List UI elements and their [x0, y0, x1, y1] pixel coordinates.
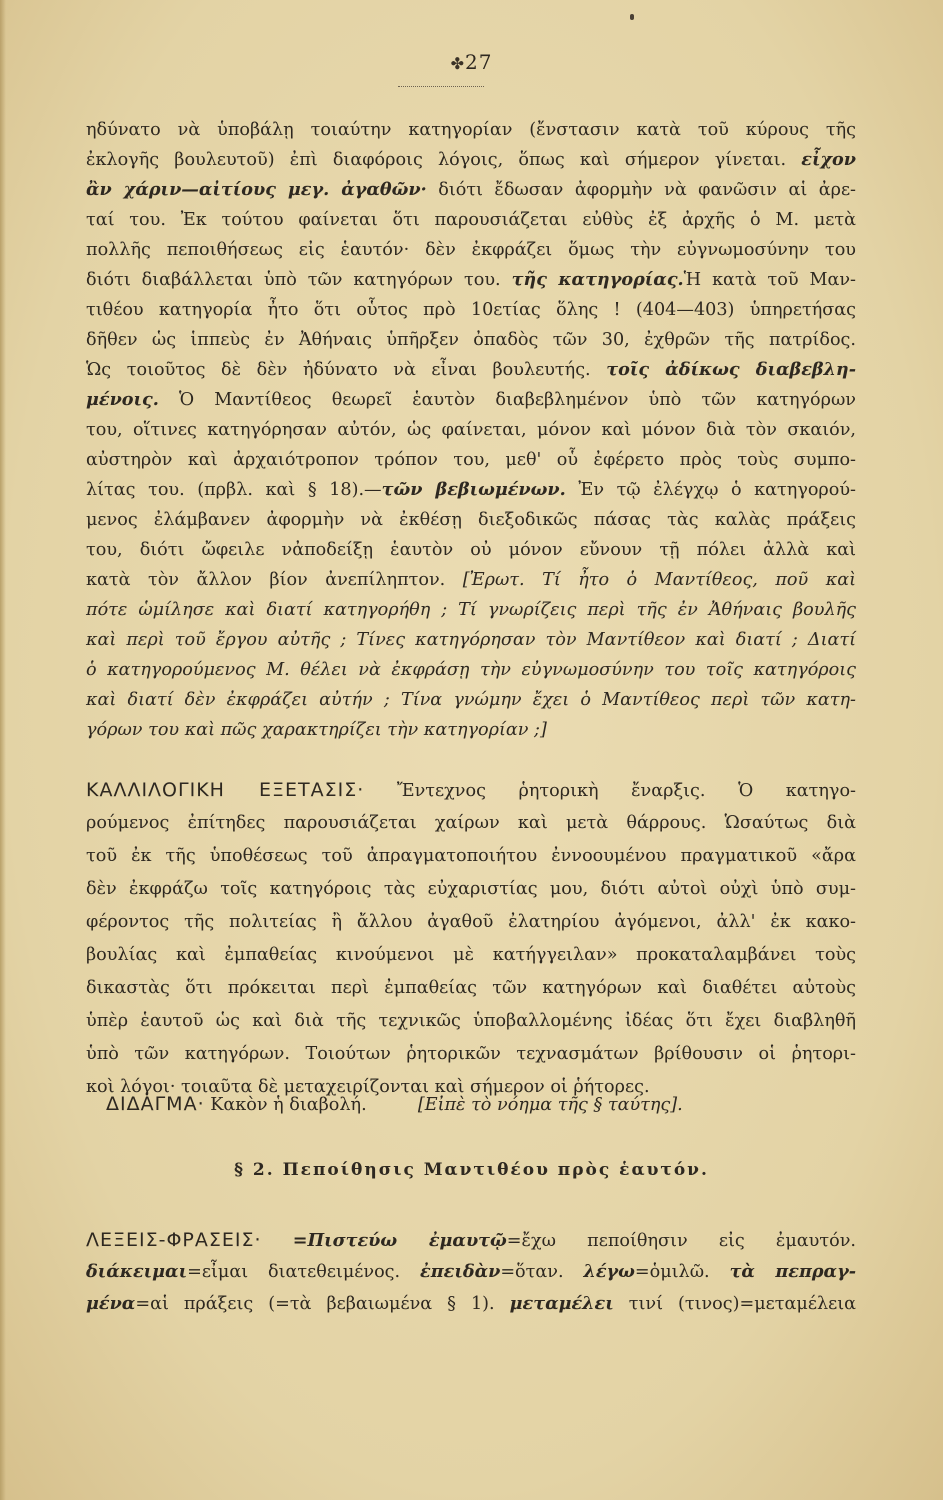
text-line: Ὡς τοιοῦτος δὲ δὲν ἠδύνατο νὰ εἶναι βουλευτής. τοῖς ἀδίκως διαβεβλη-: [86, 359, 857, 380]
aesthetic-heading: ΚΑΛΛΙΛΟΓΙΚΗ ΕΞΕΤΑΣΙΣ·: [86, 779, 365, 801]
text-line: κατὰ τὸν ἄλλον βίον ἀνεπίληπτον. [Ἐρωτ. Τί ἦτο ὁ Μαντίθεος, ποῦ καὶ: [86, 570, 857, 590]
didagma-heading: ΔΙΔΑΓΜΑ·: [106, 1093, 205, 1115]
text-line: λίτας του. (πρβλ. καὶ § 18).—τῶν βεβιωμένων. Ἐν τῷ ἐλέγχῳ ὁ κατηγορού-: [86, 479, 857, 500]
page-edge-shadow: [0, 0, 6, 1500]
text-line: βουλίας καὶ ἐμπαθείας κινούμενοι μὲ κατήγγειλαν» προκαταλαμβάνει τοὺς: [86, 945, 856, 965]
question-line: καὶ διατί δὲν ἐκφράζει αὐτήν ; Τίνα γνώμην ἔχει ὁ Μαντίθεος περὶ τῶν κατη-: [86, 690, 856, 710]
ornament-icon: ✤: [450, 54, 465, 73]
text-line: τοῦ ἐκ τῆς ὑποθέσεως τοῦ ἀπραγματοποιήτου ἐννοουμένου πραγματικοῦ «ἄρα: [86, 846, 856, 866]
question-line: καὶ περὶ τοῦ ἔργου αὐτῆς ; Τίνες κατηγόρησαν τὸν Μαντίθεον καὶ διατί ; Διατί: [86, 630, 856, 650]
text-line: δὲν ἐκφράζω τοῖς κατηγόροις τὰς εὐχαριστίας μου, διότι αὐτοὶ οὐχὶ ὑπὸ συμ-: [86, 879, 856, 899]
text-line: μένα=αἱ πράξεις (=τὰ βεβαιωμένα § 1). μεταμέλει τινί (τινος)=μεταμέλεια: [86, 1293, 856, 1314]
question-line: πότε ὡμίλησε καὶ διατί κατηγορήθη ; Τί γνωρίζεις περὶ τῆς ἐν Ἀθήναις βουλῆς: [86, 600, 856, 620]
text-line: δῆθεν ὡς ἱππεὺς ἐν Ἀθήναις ὑπῆρξεν ὀπαδὸς τῶν 30, ἐχθρῶν τῆς πατρίδος.: [86, 330, 856, 350]
text-line: ρούμενος ἐπίτηδες παρουσιάζεται χαίρων καὶ μετὰ θάρρους. Ὡσαύτως διὰ: [86, 813, 856, 833]
text-line: ἂν χάριν—αἰτίους μεγ. ἀγαθῶν· διότι ἔδωσαν ἀφορμὴν νὰ φανῶσιν αἱ ἀρε-: [86, 179, 857, 200]
question-line: ὁ κατηγορούμενος Μ. θέλει νὰ ἐκφράσῃ τὴν εὐγνωμοσύνην του τοῖς κατηγόροις: [86, 660, 856, 680]
didagma-text: Κακὸν ἡ διαβολή.: [210, 1095, 367, 1115]
text-line: φέροντος τῆς πολιτείας ἢ ἄλλου ἀγαθοῦ ἐλατηρίου ἀγόμενοι, ἀλλ' ἐκ κακο-: [86, 912, 856, 932]
text-line: του, διότι ὤφειλε νἀποδείξῃ ἑαυτὸν οὐ μόνον εὔνουν τῇ πόλει ἀλλὰ καὶ: [86, 540, 856, 560]
text-line: πολλῆς πεποιθήσεως εἰς ἑαυτόν· δὲν ἐκφράζει ὅμως τὴν εὐγνωμοσύνην του: [86, 240, 856, 260]
text-line: μένοις. Ὁ Μαντίθεος θεωρεῖ ἑαυτὸν διαβεβλημένον ὑπὸ τῶν κατηγόρων: [86, 389, 856, 410]
text-line: ΛΕΞΕΙΣ-ΦΡΑΣΕΙΣ· =Πιστεύω ἐμαυτῷ=ἔχω πεποίθησιν εἰς ἐμαυτόν.: [86, 1229, 856, 1251]
text-line: του, οἵτινες κατηγόρησαν αὐτόν, ὡς φαίνεται, μόνον καὶ μόνον διὰ τὸν σκαιόν,: [86, 420, 856, 440]
text-line: κοὶ λόγοι· τοιαῦτα δὲ μεταχειρίζονται καὶ σήμερον οἱ ῥήτορες.: [86, 1077, 650, 1097]
text-line: τιθέου κατηγορία ἦτο ὅτι οὗτος πρὸ 10ετίας ὅλης ! (404—403) ὑπηρετήσας: [86, 300, 856, 320]
didagma-question: [Εἰπὲ τὸ νόημα τῆς § ταύτης].: [417, 1095, 683, 1115]
text-line: ὑπὲρ ἑαυτοῦ ὡς καὶ διὰ τῆς τεχνικῶς ὑποβαλλομένης ἰδέας ὅτι ἔχει διαβληθῆ: [86, 1011, 856, 1031]
ink-speck: [630, 14, 634, 20]
page-number: 27: [464, 50, 493, 74]
text-line: μενος ἐλάμβανεν ἀφορμὴν νὰ ἐκθέσῃ διεξοδικῶς πάσας τὰς καλὰς πράξεις: [86, 510, 856, 530]
text-line: διάκειμαι=εἶμαι διατεθειμένος. ἐπειδὰν=ὅταν. λέγω=ὁμιλῶ. τὰ πεπραγ-: [86, 1261, 857, 1282]
text-line: ηδύνατο νὰ ὑποβάλῃ τοιαύτην κατηγορίαν (ἔνστασιν κατὰ τοῦ κύρους τῆς: [86, 120, 856, 140]
text-line: ἐκλογῆς βουλευτοῦ) ἐπὶ διαφόροις λόγοις, ὅπως καὶ σήμερον γίνεται. εἶχον: [86, 149, 856, 170]
text-line: διότι διαβάλλεται ὑπὸ τῶν κατηγόρων του. τῆς κατηγορίας.Ἡ κατὰ τοῦ Μαν-: [86, 269, 856, 290]
text-line: ὑπὸ τῶν κατηγόρων. Τοιούτων ῥητορικῶν τεχνασμάτων βρίθουσιν οἱ ῥητορι-: [86, 1044, 856, 1064]
vocabulary-heading: ΛΕΞΕΙΣ-ΦΡΑΣΕΙΣ·: [86, 1229, 262, 1251]
text-line: ταί του. Ἐκ τούτου φαίνεται ὅτι παρουσιάζεται εὐθὺς ἐξ ἀρχῆς ὁ Μ. μετὰ: [86, 210, 856, 230]
text-line: αὐστηρὸν καὶ ἀρχαιότροπον τρόπον του, μεθ' οὗ ἐφέρετο πρὸς τοὺς συμπο-: [86, 450, 856, 470]
question-line: γόρων του καὶ πῶς χαρακτηρίζει τὴν κατηγορίαν ;]: [86, 720, 547, 740]
text-line: δικαστὰς ὅτι πρόκειται περὶ ἐμπαθείας τῶν κατηγόρων καὶ διαθέτει αὐτοὺς: [86, 978, 856, 998]
header-rule: [398, 86, 484, 87]
text-line: [106, 1090, 856, 1118]
text-line: ΚΑΛΛΙΛΟΓΙΚΗ ΕΞΕΤΑΣΙΣ· Ἔντεχνος ῥητορικὴ ἔναρξις. Ὁ κατηγο-: [86, 779, 856, 801]
section-title: § 2. Πεποίθησις Μαντιθέου πρὸς ἑαυτόν.: [234, 1160, 709, 1180]
page-number-header: [0, 50, 943, 74]
